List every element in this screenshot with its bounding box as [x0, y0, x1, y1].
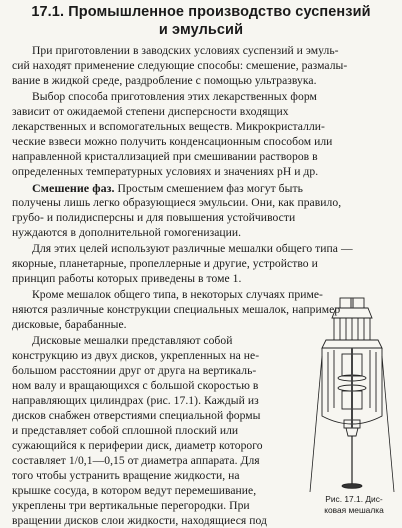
bold-term: Смешение фаз. — [32, 181, 115, 195]
text-line: якорные, планетарные, пропеллерные и другие, устройство и — [12, 257, 318, 270]
text-line: и представляет собой сплошной плоский или — [12, 424, 239, 437]
text-line: составляет 1/0,1—0,15 от диаметра аппарата. Для — [12, 454, 260, 467]
text-line: няются различные конструкции специальных мешалок, например — [12, 303, 341, 316]
text-line: Кроме мешалок общего типа, в некоторых случаях приме- — [32, 288, 323, 301]
text-line: направленной кристаллизацией при смешивании растворов в — [12, 150, 318, 163]
text-line: направляющих цилиндрах (рис. 17.1). Каждый из — [12, 394, 259, 407]
text-line: крышке сосуда, в котором ведут перемешивание, — [12, 484, 257, 497]
text-line: большом расстоянии друг от друга на вертикаль- — [12, 364, 257, 377]
motor-flange — [332, 308, 372, 318]
text-line: грубо- и полидисперсны и для повышения устойчивости — [12, 211, 296, 224]
text-line: принцип работы которых приведены в томе 1. — [12, 272, 242, 285]
heading-line-2: и эмульсий — [158, 22, 244, 38]
caption-line-2: ковая мешалка — [324, 505, 384, 515]
disc-mixer-figure — [306, 296, 398, 496]
section-heading — [0, 3, 402, 39]
text-line-with-term — [32, 181, 303, 196]
text-line: дисков снабжен отверстиями специальной формы — [12, 409, 261, 422]
text-line: ческие взвеси можно получить конденсационным способом или — [12, 135, 333, 148]
text-line: Для этих целей используют различные мешалки общего типа — — [32, 242, 353, 255]
text-line: укреплены три вертикальные перегородки. При — [12, 499, 250, 512]
text-line: нуждаются в дополнительной гомогенизации. — [12, 226, 242, 239]
text-line: получены лишь легко образующиеся эмульсии. Они, как правило, — [12, 196, 342, 209]
text-line: вание в жидкой среде, раздробление с помощью ультразвука. — [12, 74, 317, 87]
figure-caption — [306, 494, 402, 516]
text-line: При приготовлении в заводских условиях суспензий и эмуль- — [32, 44, 339, 57]
text-line: Дисковые мешалки представляют собой — [32, 334, 233, 347]
text-line: лекарственных и вспомогательных веществ. Микрокристалли- — [12, 120, 325, 133]
text-line: конструкцию из двух дисков, укрепленных на не- — [12, 349, 260, 362]
text-line: дисковые, барабанные. — [12, 318, 127, 331]
text-line: сужающийся к периферии диск, диаметр которого — [12, 439, 263, 452]
text-line: сий находят применение следующие способы: смешение, размалы- — [12, 59, 348, 72]
text-line: вращении дисков слои жидкости, находящиеся под — [12, 514, 267, 527]
text-fragment: Простым смешением фаз могут быть — [117, 182, 303, 195]
caption-line-1: Рис. 17.1. Дис- — [325, 494, 383, 504]
heading-line-1: 17.1. Промышленное производство суспензий — [31, 4, 371, 20]
text-line: ном валу и вращающихся с большой скоростью в — [12, 379, 259, 392]
text-line: зависит от ожидаемой степени дисперсности входящих — [12, 105, 289, 118]
text-line: определенных температурных условиях и значениях pH и др. — [12, 165, 319, 178]
text-line: Выбор способа приготовления этих лекарственных форм — [32, 90, 317, 103]
text-line: того чтобы устранить вращение жидкости, на — [12, 469, 240, 482]
